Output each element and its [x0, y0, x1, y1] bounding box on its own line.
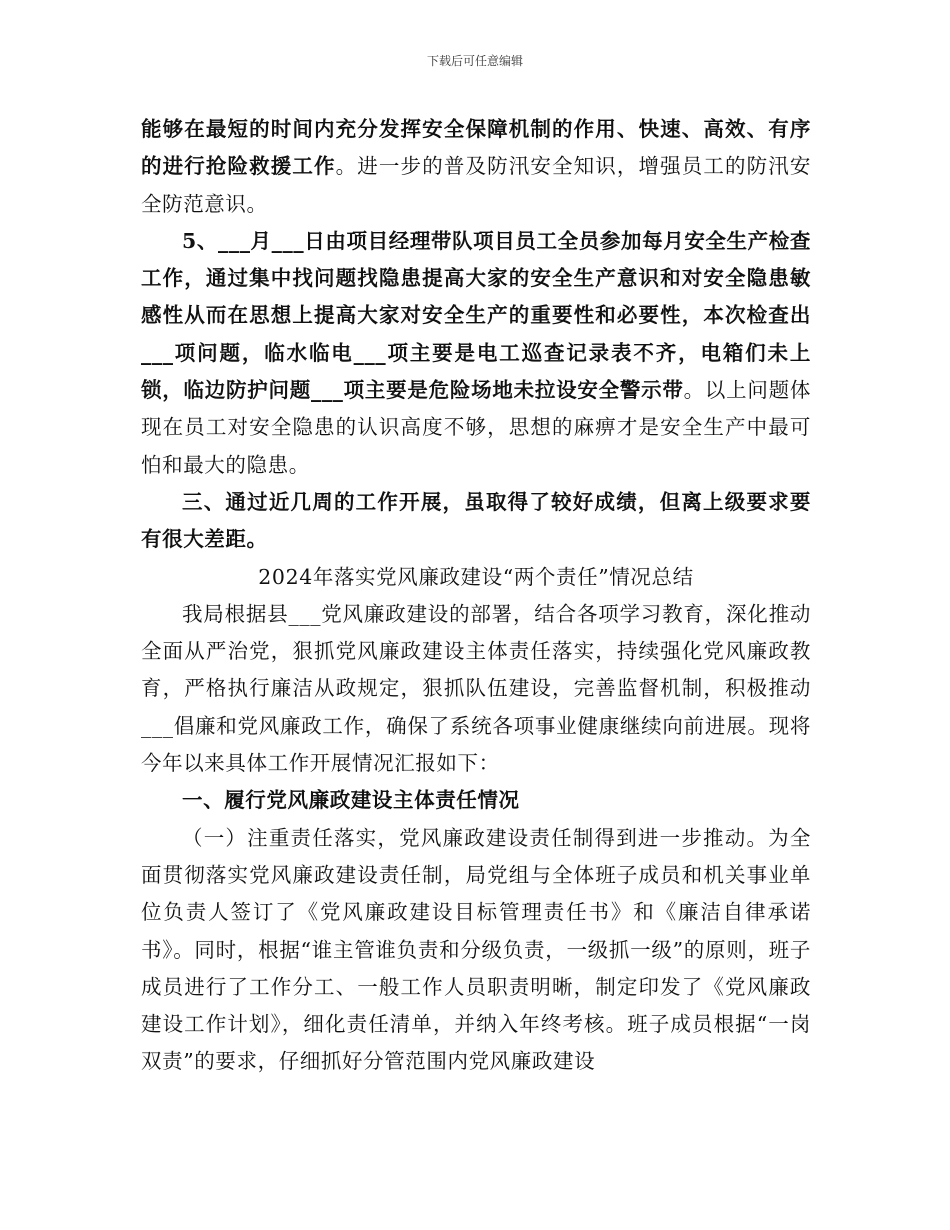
document-title: 2024年落实党风廉政建设“两个责任”情况总结 — [258, 564, 694, 589]
paragraph-1-text: 。进一步的普及防汛安全知识，增强员工的防汛安全防范意识。 — [141, 154, 811, 216]
paragraph-2 — [141, 223, 811, 484]
paragraph-1-bold-text: 能够在最短的时间内充分发挥安全保障机制的作用、快速、高效、有序的进行抢险救援工作 — [141, 117, 811, 179]
paragraph-2-bold-text: 5、___月___日由项目经理带队项目员工全员参加每月安全生产检查工作，通过集中找问题找隐患提高大家的安全生产意识和对安全隐患敏感性从而在思想上提高大家对安全生产的重要性和必要性，本次检查出___项问题，临水临电___项主要是电工巡查记录表不齐，电箱们未上锁，临边防护问题___项主要是危险场地未拉设安全警示带 — [141, 228, 811, 403]
paragraph-1 — [141, 111, 811, 223]
document-body — [141, 111, 811, 1081]
paragraph-intro: 我局根据县___党风廉政建设的部署，结合各项学习教育，深化推动全面从严治党，狠抓党风廉政建设主体责任落实，持续强化党风廉政教育，严格执行廉洁从政规定，狠抓队伍建设，完善监督机制，积极推动___倡廉和党风廉政工作，确保了系统各项事业健康继续向前进展。现将今年以来具体工作开展情况汇报如下： — [141, 601, 811, 776]
page-header-note: 下载后可任意编辑 — [426, 54, 523, 68]
section-heading-one: 一、履行党风廉政建设主体责任情况 — [182, 788, 520, 813]
section-heading-three: 三、通过近几周的工作开展，虽取得了较好成绩，但离上级要求要有很大差距。 — [141, 489, 811, 552]
paragraph-2-text: 。以上问题体现在员工对安全隐患的认识高度不够，思想的麻痹才是安全生产中最可怕和最大的隐患。 — [141, 378, 811, 477]
paragraph-responsibility: （一）注重责任落实，党风廉政建设责任制得到进一步推动。为全面贯彻落实党风廉政建设责任制，局党组与全体班子成员和机关事业单位负责人签订了《党风廉政建设目标管理责任书》和《廉洁自律承诺书》。同时，根据“谁主管谁负责和分级负责，一级抓一级”的原则，班子成员进行了工作分工、一般工作人员职责明晰，制定印发了《党风廉政建设工作计划》，细化责任清单，并纳入年终考核。班子成员根据“一岗双责”的要求，仔细抓好分管范围内党风廉政建设 — [141, 825, 811, 1074]
